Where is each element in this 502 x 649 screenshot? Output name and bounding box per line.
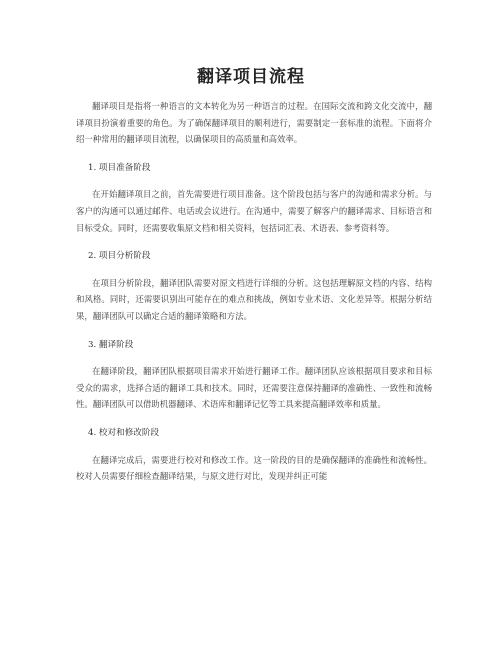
- section-project-analysis: [76, 248, 432, 324]
- document-title: 翻译项目流程: [197, 67, 305, 87]
- section-paragraph: 在项目分析阶段，翻译团队需要对原文档进行详细的分析。这包括理解原文档的内容、结构和风格。同时，还需要识别出可能存在的难点和挑战，例如专业术语、文化差异等。根据分析结果，翻译团队可以确定合适的翻译策略和方法。: [76, 277, 432, 321]
- section-paragraph: 在翻译阶段，翻译团队根据项目需求开始进行翻译工作。翻译团队应该根据项目要求和目标受众的需求，选择合适的翻译工具和技术。同时，还需要注意保持翻译的准确性、一致性和流畅性。翻译团队可以借助机器翻译、术语库和翻译记忆等工具来提高翻译效率和质量。: [76, 366, 432, 410]
- section-project-preparation: [76, 160, 432, 236]
- section-proofreading: [76, 425, 432, 485]
- document-body: [76, 98, 432, 497]
- section-heading: 4. 校对和修改阶段: [88, 427, 160, 438]
- section-paragraph: 在翻译完成后，需要进行校对和修改工作。这一阶段的目的是确保翻译的准确性和流畅性。校对人员需要仔细检查翻译结果，与原文进行对比，发现并纠正可能: [76, 454, 432, 482]
- section-heading: 1. 项目准备阶段: [88, 162, 151, 173]
- section-heading: 3. 翻译阶段: [88, 339, 134, 350]
- section-paragraph: 在开始翻译项目之前，首先需要进行项目准备。这个阶段包括与客户的沟通和需求分析。与客户的沟通可以通过邮件、电话或会议进行。在沟通中，需要了解客户的翻译需求、目标语言和目标受众。同时，还需要收集原文档和相关资料，包括词汇表、术语表、参考资料等。: [76, 189, 432, 233]
- intro-paragraph: 翻译项目是指将一种语言的文本转化为另一种语言的过程。在国际交流和跨文化交流中，翻译项目扮演着重要的角色。为了确保翻译项目的顺利进行，需要制定一套标准的流程。下面将介绍一种常用的翻译项目流程，以确保项目的高质量和高效率。: [76, 101, 432, 145]
- section-translation: [76, 337, 432, 413]
- section-heading: 2. 项目分析阶段: [88, 251, 151, 262]
